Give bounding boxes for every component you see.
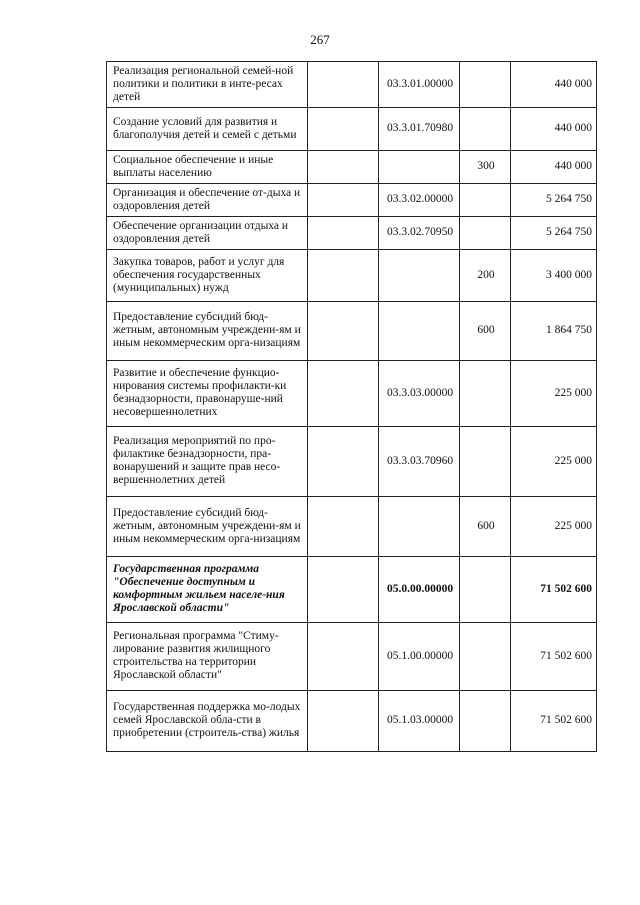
row-amount: 225 000 xyxy=(511,361,597,427)
row-amount: 5 264 750 xyxy=(511,184,597,217)
row-code xyxy=(379,497,460,557)
row-amount: 71 502 600 xyxy=(511,557,597,623)
row-expense-type xyxy=(460,427,511,497)
row-code: 03.3.02.00000 xyxy=(379,184,460,217)
row-amount: 225 000 xyxy=(511,427,597,497)
row-name: Организация и обеспечение от-дыха и оздоровления детей xyxy=(107,184,308,217)
row-amount: 225 000 xyxy=(511,497,597,557)
row-blank-cell xyxy=(308,623,379,691)
table-row xyxy=(107,217,597,250)
table-row xyxy=(107,361,597,427)
row-blank-cell xyxy=(308,361,379,427)
row-name: Государственная программа "Обеспечение доступным и комфортным жильем населе-ния Ярославской области" xyxy=(107,557,308,623)
table-row xyxy=(107,302,597,361)
row-blank-cell xyxy=(308,427,379,497)
row-code: 03.3.02.70950 xyxy=(379,217,460,250)
row-blank-cell xyxy=(308,557,379,623)
row-expense-type xyxy=(460,184,511,217)
row-amount: 71 502 600 xyxy=(511,691,597,752)
row-expense-type xyxy=(460,62,511,108)
row-blank-cell xyxy=(308,184,379,217)
table-row xyxy=(107,62,597,108)
budget-table xyxy=(106,61,597,752)
row-name: Закупка товаров, работ и услуг для обеспечения государственных (муниципальных) нужд xyxy=(107,250,308,302)
row-code xyxy=(379,250,460,302)
row-name: Государственная поддержка мо-лодых семей Ярославской обла-сти в приобретении (строитель-ства) жилья xyxy=(107,691,308,752)
row-code xyxy=(379,302,460,361)
table-row xyxy=(107,151,597,184)
table-row xyxy=(107,427,597,497)
row-amount: 5 264 750 xyxy=(511,217,597,250)
row-code: 03.3.03.70960 xyxy=(379,427,460,497)
row-expense-type xyxy=(460,108,511,151)
row-expense-type xyxy=(460,361,511,427)
row-name: Развитие и обеспечение функцио-нирования системы профилакти-ки безнадзорности, правонаруше-ний несовершеннолетних xyxy=(107,361,308,427)
table-row xyxy=(107,108,597,151)
row-expense-type xyxy=(460,217,511,250)
row-blank-cell xyxy=(308,62,379,108)
row-code: 03.3.03.00000 xyxy=(379,361,460,427)
row-amount: 71 502 600 xyxy=(511,623,597,691)
row-code xyxy=(379,151,460,184)
table-row xyxy=(107,250,597,302)
row-blank-cell xyxy=(308,691,379,752)
table-row xyxy=(107,557,597,623)
row-name: Обеспечение организации отдыха и оздоровления детей xyxy=(107,217,308,250)
table-row xyxy=(107,184,597,217)
row-code: 03.3.01.70980 xyxy=(379,108,460,151)
row-amount: 440 000 xyxy=(511,62,597,108)
row-name: Социальное обеспечение и иные выплаты населению xyxy=(107,151,308,184)
row-name: Предоставление субсидий бюд-жетным, автономным учреждени-ям и иным некоммерческим орга-низациям xyxy=(107,302,308,361)
row-code: 03.3.01.00000 xyxy=(379,62,460,108)
row-name: Предоставление субсидий бюд-жетным, автономным учреждени-ям и иным некоммерческим орга-низациям xyxy=(107,497,308,557)
table-row xyxy=(107,691,597,752)
row-amount: 440 000 xyxy=(511,151,597,184)
table-row xyxy=(107,623,597,691)
row-name: Создание условий для развития и благополучия детей и семей с детьми xyxy=(107,108,308,151)
row-expense-type: 300 xyxy=(460,151,511,184)
row-amount: 1 864 750 xyxy=(511,302,597,361)
row-expense-type: 600 xyxy=(460,302,511,361)
row-blank-cell xyxy=(308,108,379,151)
row-expense-type: 200 xyxy=(460,250,511,302)
row-blank-cell xyxy=(308,497,379,557)
row-expense-type xyxy=(460,623,511,691)
row-blank-cell xyxy=(308,250,379,302)
row-name: Реализация региональной семей-ной политики и политики в инте-ресах детей xyxy=(107,62,308,108)
table-row xyxy=(107,497,597,557)
row-amount: 440 000 xyxy=(511,108,597,151)
row-amount: 3 400 000 xyxy=(511,250,597,302)
row-code: 05.1.00.00000 xyxy=(379,623,460,691)
row-blank-cell xyxy=(308,302,379,361)
row-blank-cell xyxy=(308,217,379,250)
page-number: 267 xyxy=(310,32,330,47)
row-expense-type xyxy=(460,557,511,623)
row-expense-type: 600 xyxy=(460,497,511,557)
row-code: 05.0.00.00000 xyxy=(379,557,460,623)
row-name: Реализация мероприятий по про-филактике безнадзорности, пра-вонарушений и защите прав несо-вершеннолетних детей xyxy=(107,427,308,497)
row-name: Региональная программа "Стиму-лирование развития жилищного строительства на территории Ярославской области" xyxy=(107,623,308,691)
row-code: 05.1.03.00000 xyxy=(379,691,460,752)
row-expense-type xyxy=(460,691,511,752)
row-blank-cell xyxy=(308,151,379,184)
